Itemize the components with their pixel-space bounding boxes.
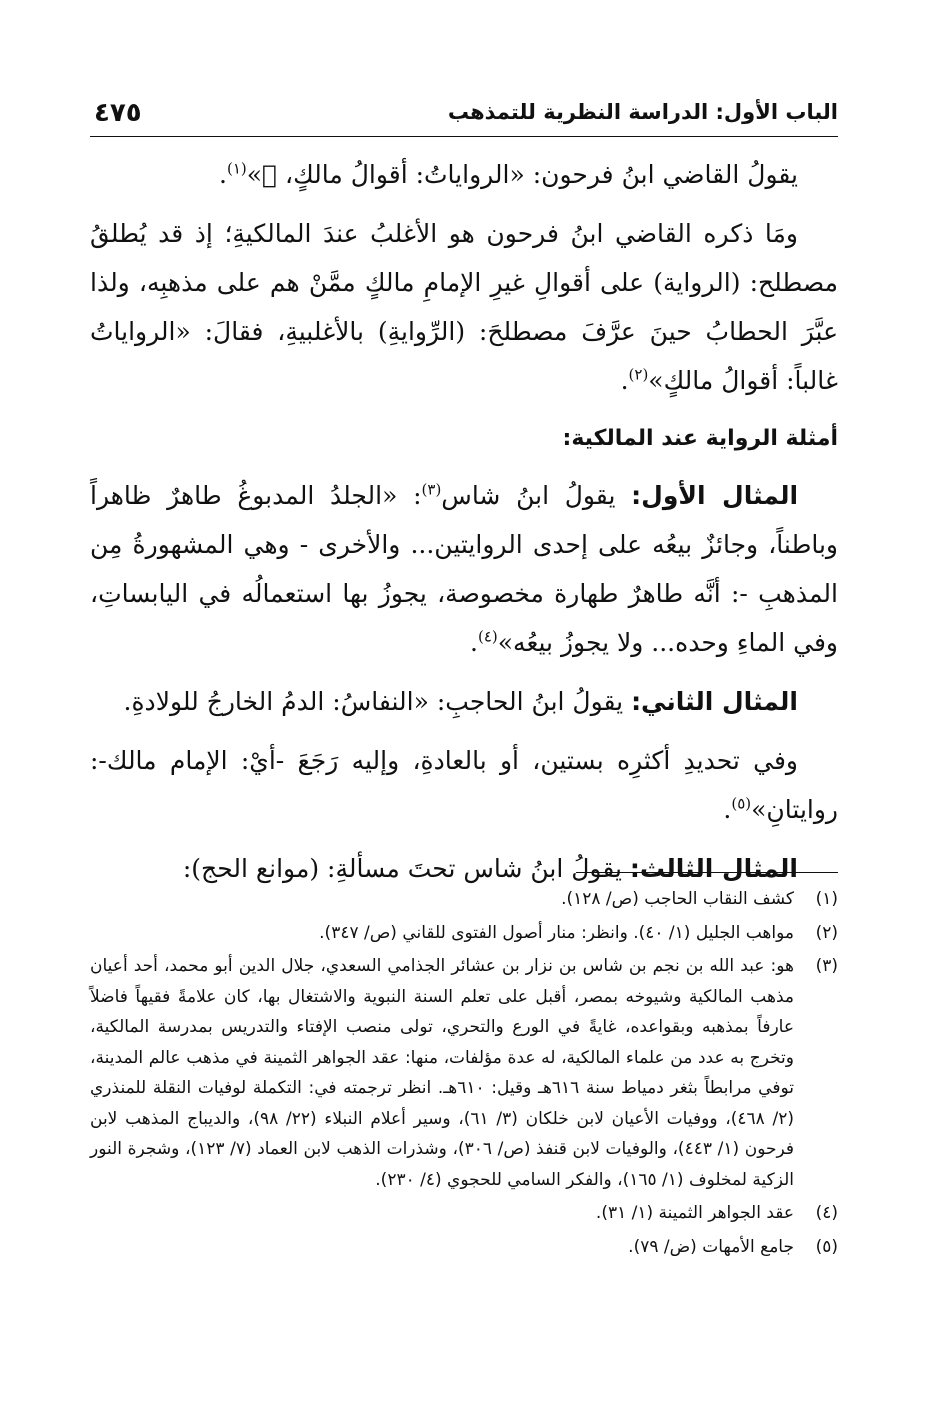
page-number: ٤٧٥ [94,98,142,128]
example-text: يقولُ ابنُ شاس تحتَ مسألةِ: (موانع الحج): [182,854,622,883]
example-text: : «الجلدُ المدبوغُ طاهرٌ ظاهراً وباطناً، وجائزٌ بيعُه على إحدى الروايتين... والأخرى - وهي المشهورةُ مِن المذهبِ -: أنَّه طاهرٌ طهارة مخصوصة، يجوزُ بها استعمالُه في اليابساتِ، وفي الماءِ وحده... ولا يجوزُ بيعُه» [90,481,838,657]
footnote-item [90,1198,838,1229]
example-label: المثال الثاني: [631,687,798,716]
footnotes [90,884,838,1265]
footnote-number: (٤) [815,1203,838,1223]
footnote-item [90,951,838,1195]
footnote-ref: (٣) [421,480,442,499]
running-title: الباب الأول: الدراسة النظرية للتمذهب [447,100,838,124]
example-text: وفي تحديدِ أكثرِه بستين، أو بالعادةِ، وإليه رَجَعَ -أيْ: الإمام مالك-: روايتانِ» [90,746,838,824]
paragraph-text: يقولُ القاضي ابنُ فرحون: «الرواياتُ: أقوالُ مالكٍ، ﷬» [246,160,798,189]
paragraph-ibn-farhun: يقولُ القاضي ابنُ فرحون: «الرواياتُ: أقوالُ مالكٍ، ﷬»$^{(١)}$. [219,159,798,189]
footnote-ref: (٤) [477,627,498,646]
example-one: المثال الأول: يقولُ ابنُ شاس$^{(٣)}$: «الجلدُ المدبوغُ طاهرٌ ظاهراً وباطناً، وجائزٌ بيعُه على إحدى الروايتين... والأخرى - وهي المشهورةُ مِن المذهبِ -: أنَّه طاهرٌ طهارة مخصوصة، يجوزُ بها استعمالُه في اليابساتِ، وفي الماءِ وحده... ولا يجوزُ بيعُه»$^{(٤)}$. [90,480,838,657]
footnote-number: (٥) [815,1236,838,1257]
example-label: المثال الثالث: [629,854,798,883]
paragraph-hattab: ومَا ذكره القاضي ابنُ فرحون هو الأغلبُ عندَ المالكيةِ؛ إذ قد يُطلقُ مصطلح: (الرواية) على أقوالِ غيرِ الإمامِ مالكٍ ممَّنْ هم على مذهبِه، ولذا عبَّرَ الحطابُ حينَ عرَّفَ مصطلحَ: (الرِّوايةِ) بالأغلبيةِ، فقالَ: «الرواياتُ غالباً: أقوالُ مالكٍ»$^{(٢)}$. [90,219,838,395]
example-text: يقولُ ابنُ شاس [441,481,616,510]
footnote-ref: (١) [226,159,247,178]
footnote-number: (٣) [815,956,838,976]
footnote-text: هو: عبد الله بن نجم بن شاس بن نزار بن عشائر الجذامي السعدي، جلال الدين أبو محمد، أحد أعيان مذهب المالكية وشيوخه بمصر، أقبل على تعلم السنة النبوية والاشتغال بها، كان علامةً فقيهاً فاضلاً عارفاً بمذهبه وبقواعده، غايةً في الورع والتحري، تولى منصب الإفتاء والتدريس بمدرسة المالكية، وتخرج به عدد من علماء المالكية، له عدة مؤلفات، منها: عقد الجواهر الثمينة في مذهب عالم المدينة، توفي مرابطاً بثغر دمياط سنة ٦١٦هـ وقيل: ٦١٠هـ. انظر ترجمته في: التكملة لوفيات النقلة للمنذري (٢/ ٤٦٨)، ووفيات الأعيان لابن خلكان (٣/ ٦١)، وسير أعلام النبلاء (٢٢/ ٩٨)، والديباج المذهب لابن فرحون (١/ ٤٤٣)، والوفيات لابن قنفذ (ص/ ٣٠٦)، وشذرات الذهب لابن العماد (٧/ ١٢٣)، وشجرة النور الزكية لمخلوف (١/ ١٦٥)، والفكر السامي للحجوي (٤/ ٢٣٠). [90,956,795,1190]
footnote-number: (٢) [815,922,838,943]
page-header [90,96,838,137]
paragraph-text: ومَا ذكره القاضي ابنُ فرحون هو الأغلبُ عندَ المالكيةِ؛ إذ قد يُطلقُ مصطلح: (الرواية) على أقوالِ غيرِ الإمامِ مالكٍ ممَّنْ هم على مذهبِه، ولذا عبَّرَ الحطابُ حينَ عرَّفَ مصطلحَ: (الرِّوايةِ) بالأغلبيةِ، فقالَ: «الرواياتُ غالباً: أقوالُ مالكٍ» [90,219,838,395]
footnote-ref: (٢) [628,365,649,384]
footnote-item [90,918,838,949]
footnote-item [90,1232,838,1263]
section-heading: أمثلة الرواية عند المالكية: [562,426,838,451]
footnote-text: عقد الجواهر الثمينة (١/ ٣١). [595,1203,794,1223]
footnote-separator [576,872,838,873]
example-label: المثال الأول: [631,481,799,510]
footnote-number: (١) [815,889,838,909]
main-text [90,150,838,903]
example-two-continued: وفي تحديدِ أكثرِه بستين، أو بالعادةِ، وإليه رَجَعَ -أيْ: الإمام مالك-: روايتانِ»$^{(٥)}$. [90,746,838,824]
example-two [90,677,838,726]
footnote-text: جامع الأمهات (ض/ ٧٩). [628,1236,794,1257]
footnote-text: مواهب الجليل (١/ ٤٠). وانظر: منار أصول الفتوى للقاني (ص/ ٣٤٧). [319,922,794,943]
footnote-text: كشف النقاب الحاجب (ص/ ١٢٨). [561,889,794,909]
footnote-ref: (٥) [731,794,752,813]
footnote-item [90,884,838,915]
example-text: يقولُ ابنُ الحاجبِ: «النفاسُ: الدمُ الخارجُ للولادةِ. [123,687,624,716]
